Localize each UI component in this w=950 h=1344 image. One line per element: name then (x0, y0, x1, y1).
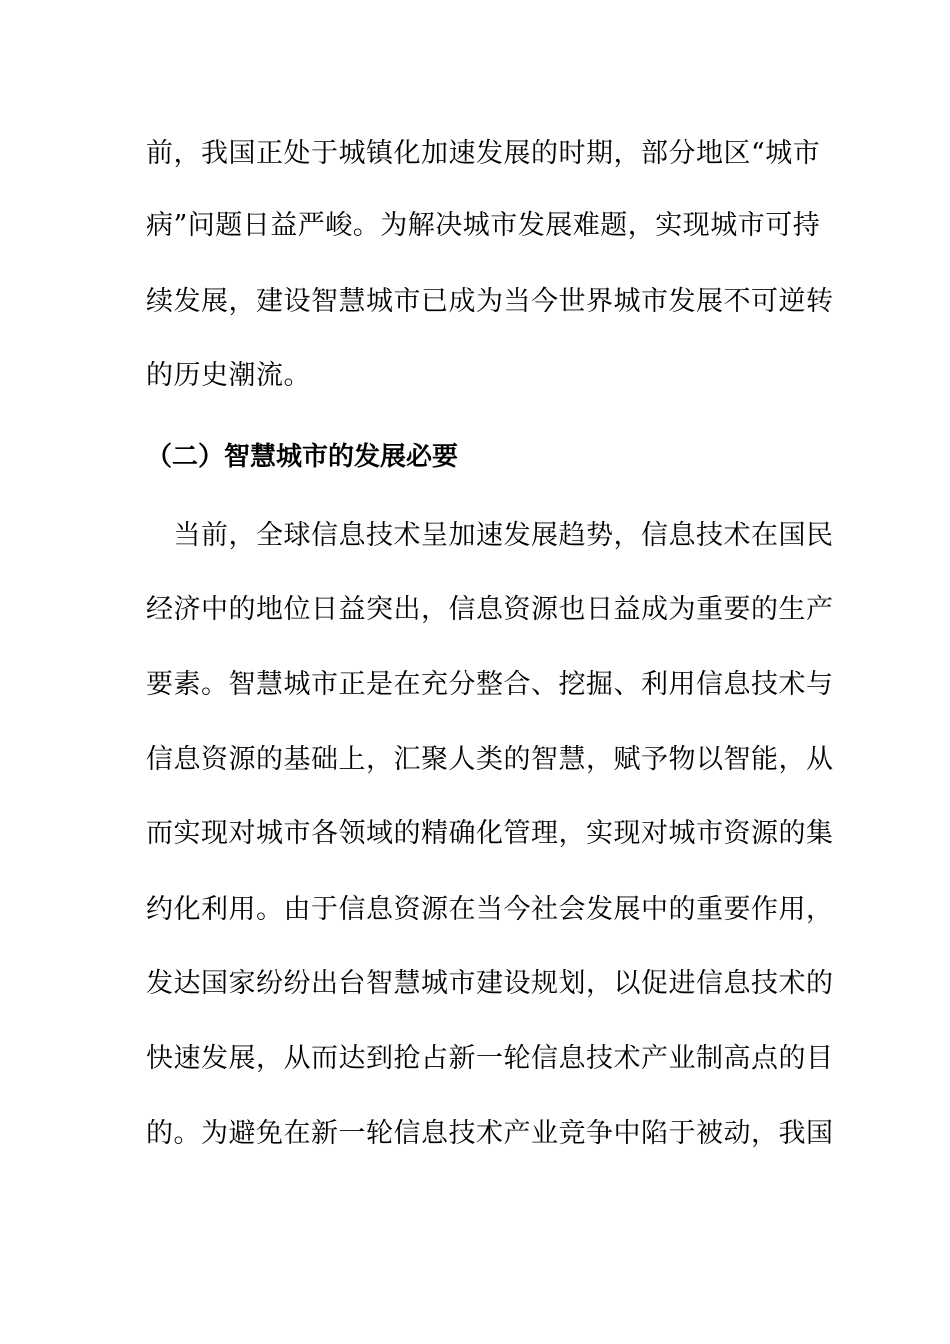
paragraph-line: 发达国家纷纷出台智慧城市建设规划，以促进信息技术的 (146, 968, 834, 999)
paragraph-line: 信息资源的基础上，汇聚人类的智慧，赋予物以智能，从 (146, 744, 834, 775)
paragraph-line: 当前，全球信息技术呈加速发展趋势，信息技术在国民 (146, 520, 834, 551)
paragraph-line: 快速发展，从而达到抢占新一轮信息技术产业制高点的目 (146, 1043, 834, 1074)
paragraph-line: 的历史潮流。 (146, 360, 311, 391)
section-heading: （二）智慧城市的发展必要 (146, 442, 459, 472)
paragraph-line: 要素。智慧城市正是在充分整合、挖掘、利用信息技术与 (146, 669, 834, 700)
paragraph-line: 病”问题日益严峻。为解决城市发展难题，实现城市可持 (146, 210, 821, 241)
paragraph-line: 的。为避免在新一轮信息技术产业竞争中陷于被动，我国 (146, 1118, 834, 1149)
paragraph-line: 续发展，建设智慧城市已成为当今世界城市发展不可逆转 (146, 286, 834, 317)
paragraph-line: 经济中的地位日益突出，信息资源也日益成为重要的生产 (146, 594, 834, 625)
paragraph-line: 前，我国正处于城镇化加速发展的时期，部分地区“城市 (146, 138, 821, 169)
paragraph-line: 约化利用。由于信息资源在当今社会发展中的重要作用， (146, 894, 834, 925)
paragraph-line: 而实现对城市各领域的精确化管理，实现对城市资源的集 (146, 818, 834, 849)
